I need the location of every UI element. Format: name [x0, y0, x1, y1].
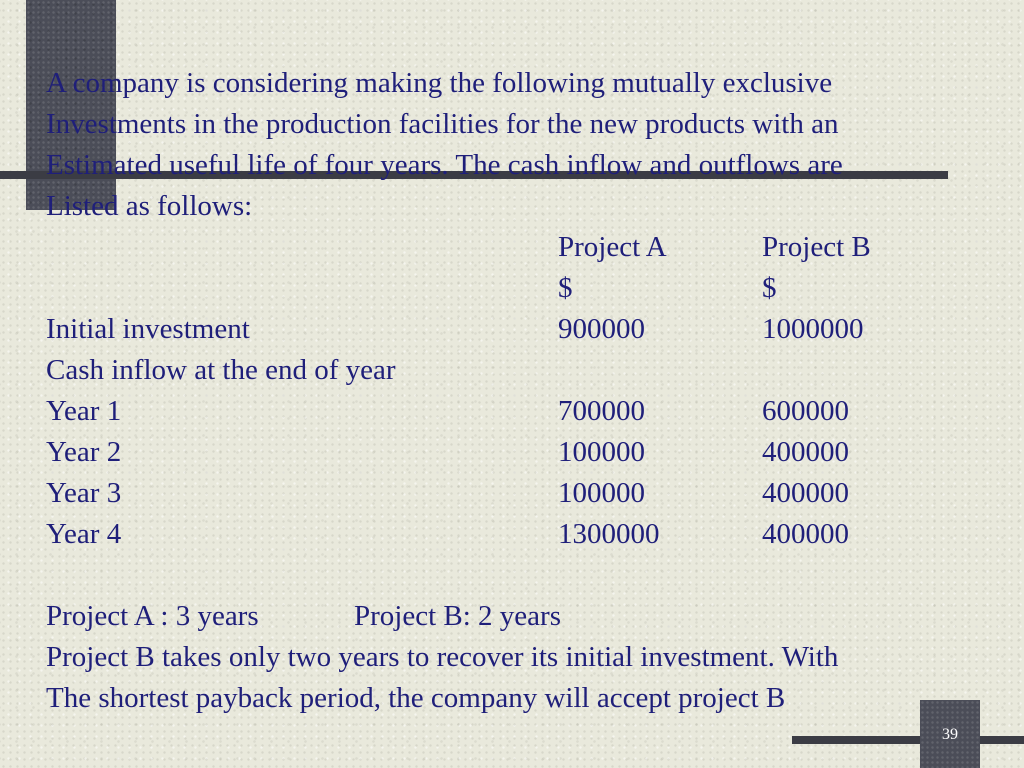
bottom-decorative-line — [792, 736, 1024, 744]
table-units-project-b: $ — [762, 272, 777, 304]
row-project-b-value: 400000 — [762, 518, 849, 550]
intro-line-2: Investments in the production facilities for the new products with an — [46, 108, 839, 140]
intro-line-3: Estimated useful life of four years. The cash inflow and outflows are — [46, 149, 843, 181]
spacer — [46, 555, 996, 596]
row-project-a-value: 1300000 — [558, 518, 660, 550]
row-label: Year 4 — [46, 518, 122, 550]
row-project-b-value: 400000 — [762, 477, 849, 509]
page-number: 39 — [942, 726, 958, 743]
row-label: Cash inflow at the end of year — [46, 354, 396, 386]
row-project-b-value: 600000 — [762, 395, 849, 427]
row-project-a-value: 900000 — [558, 313, 645, 345]
intro-line-1: A company is considering making the following mutually exclusive — [46, 67, 833, 99]
table-units-project-a: $ — [558, 272, 573, 304]
table-header-project-a: Project A — [558, 231, 667, 263]
row-project-b-value: 400000 — [762, 436, 849, 468]
intro-line-4: Listed as follows: — [46, 190, 253, 222]
payback-project-b: Project B: 2 years — [354, 600, 561, 632]
row-project-a-value: 100000 — [558, 436, 645, 468]
table-row — [46, 350, 996, 391]
conclusion-line-1: Project B takes only two years to recover its initial investment. With — [46, 641, 839, 673]
table-row — [46, 473, 996, 514]
row-label: Year 3 — [46, 477, 122, 509]
table-row — [46, 309, 996, 350]
row-project-a-value: 700000 — [558, 395, 645, 427]
row-label: Year 2 — [46, 436, 122, 468]
slide-content — [46, 63, 996, 719]
row-label: Initial investment — [46, 313, 250, 345]
table-header-row — [46, 227, 996, 268]
table-row — [46, 432, 996, 473]
table-row — [46, 514, 996, 555]
row-project-b-value: 1000000 — [762, 313, 864, 345]
row-label: Year 1 — [46, 395, 122, 427]
payback-row — [46, 596, 996, 637]
table-header-project-b: Project B — [762, 231, 871, 263]
row-project-a-value: 100000 — [558, 477, 645, 509]
conclusion-line-2: The shortest payback period, the company will accept project B — [46, 682, 786, 714]
table-units-row — [46, 268, 996, 309]
payback-project-a: Project A : 3 years — [46, 600, 259, 632]
table-row — [46, 391, 996, 432]
